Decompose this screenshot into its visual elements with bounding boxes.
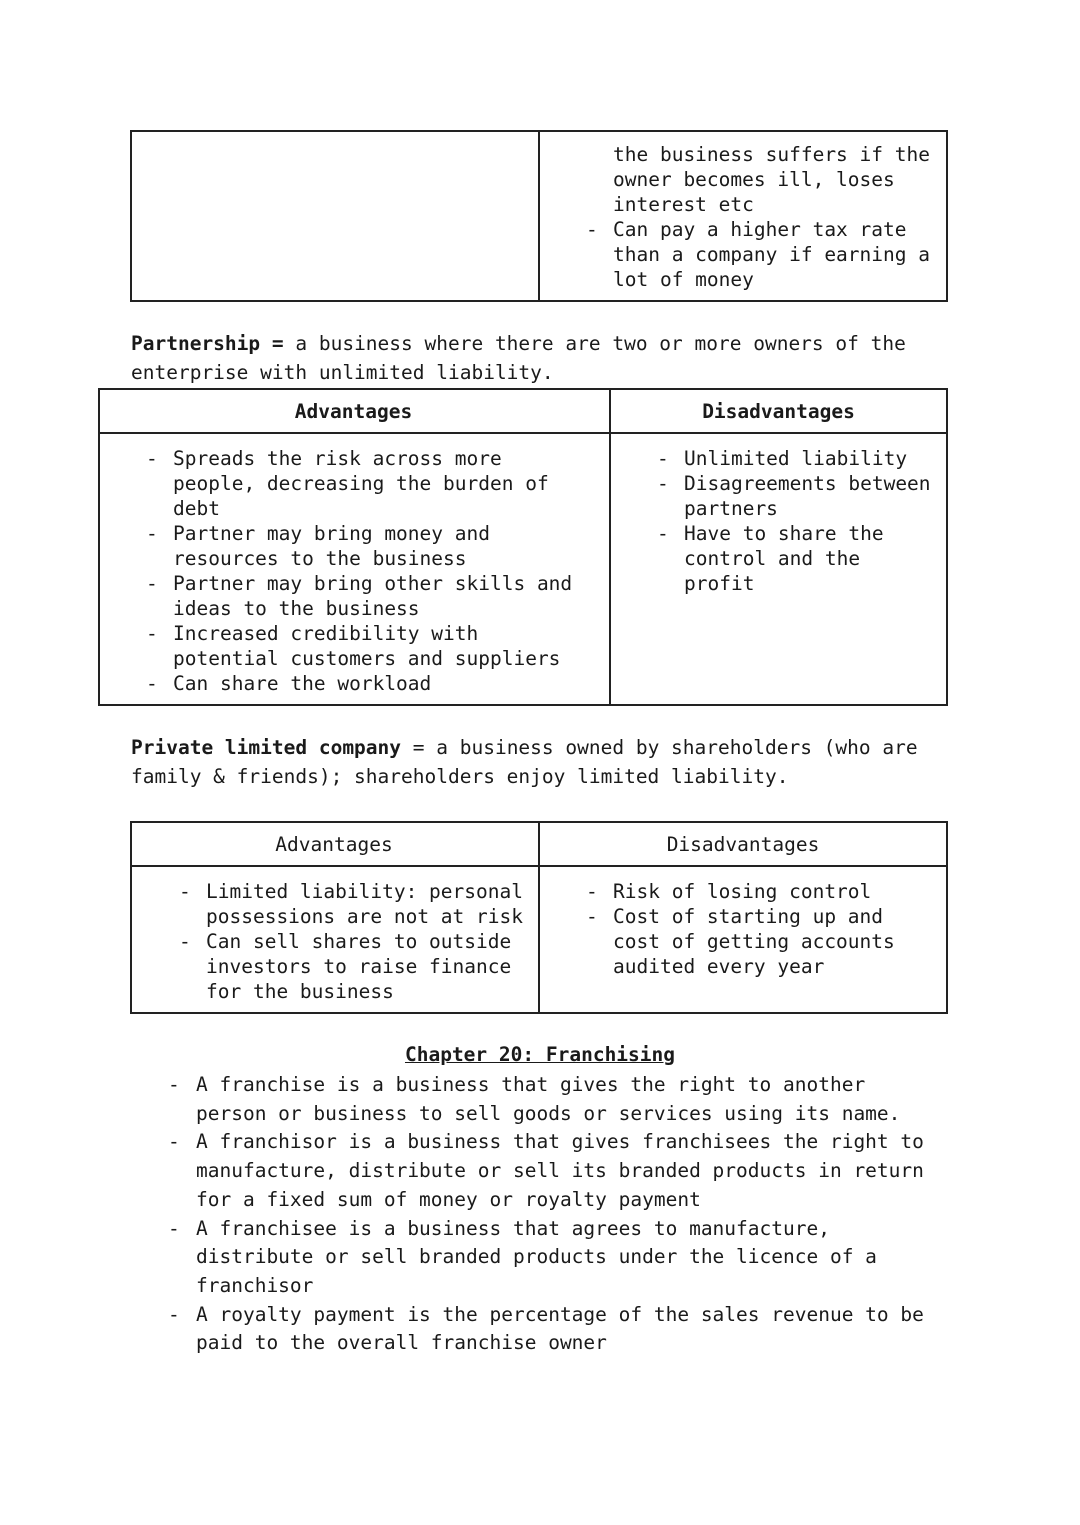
partnership-disadvantages-list <box>657 446 936 596</box>
list-item: - Partner may bring money and resources to the business <box>146 522 490 570</box>
list-item: - A franchise is a business that gives the right to another person or business to sell goods or services using its name. <box>168 1073 901 1125</box>
list-item: - Can sell shares to outside investors to raise finance for the business <box>179 930 512 1003</box>
advantages-header: Advantages <box>275 833 393 856</box>
list-item: - Spreads the risk across more people, decreasing the burden of debt <box>146 447 549 520</box>
table-divider <box>609 388 611 706</box>
list-item: - A franchisor is a business that gives franchisees the right to manufacture, distribute or sell its branded products in return for a fixed sum of money or royalty payment <box>168 1130 924 1211</box>
list-item: - Can pay a higher tax rate than a company if earning a lot of money <box>586 218 930 291</box>
private-advantages-list <box>179 879 529 1004</box>
private-disadvantages-list <box>586 879 906 979</box>
term: Private limited company <box>131 736 402 759</box>
list-item: - A franchisee is a business that agrees to manufacture, distribute or sell branded products under the licence of a franchisor <box>168 1216 877 1297</box>
franchising-list <box>168 1071 930 1358</box>
chapter-title: Chapter 20: Franchising <box>404 1043 676 1066</box>
disadvantages-header: Disadvantages <box>666 833 820 856</box>
partnership-advantages-list <box>146 446 584 696</box>
advantages-header: Advantages <box>294 400 413 423</box>
list-item: - Increased credibility with potential customers and suppliers <box>146 622 561 670</box>
list-item: - Cost of starting up and cost of getting accounts audited every year <box>586 905 895 978</box>
list-item: - Limited liability: personal possessions are not at risk <box>179 880 523 928</box>
table-divider <box>538 130 540 302</box>
list-item: - Risk of losing control <box>586 880 872 903</box>
list-item: - Disagreements between partners <box>657 472 931 520</box>
list-item: - Have to share the control and the profit <box>657 522 884 595</box>
top-table-disadvantages-list <box>586 142 942 292</box>
disadvantages-header: Disadvantages <box>702 400 855 423</box>
list-item: - Can share the workload <box>146 672 432 695</box>
private-company-definition: Private limited company = a business owned by shareholders (who are family & friends); shareholders enjoy limited liability. <box>131 736 918 788</box>
list-item: the business suffers if the owner becomes ill, loses interest etc <box>613 143 930 216</box>
term: Partnership = <box>131 332 284 355</box>
list-item: - Partner may bring other skills and ideas to the business <box>146 572 573 620</box>
partnership-definition: Partnership = a business where there are two or more owners of the enterprise with unlimited liability. <box>131 332 906 384</box>
list-item: - Unlimited liability <box>657 447 908 470</box>
list-item: - A royalty payment is the percentage of the sales revenue to be paid to the overall franchise owner <box>168 1302 924 1355</box>
